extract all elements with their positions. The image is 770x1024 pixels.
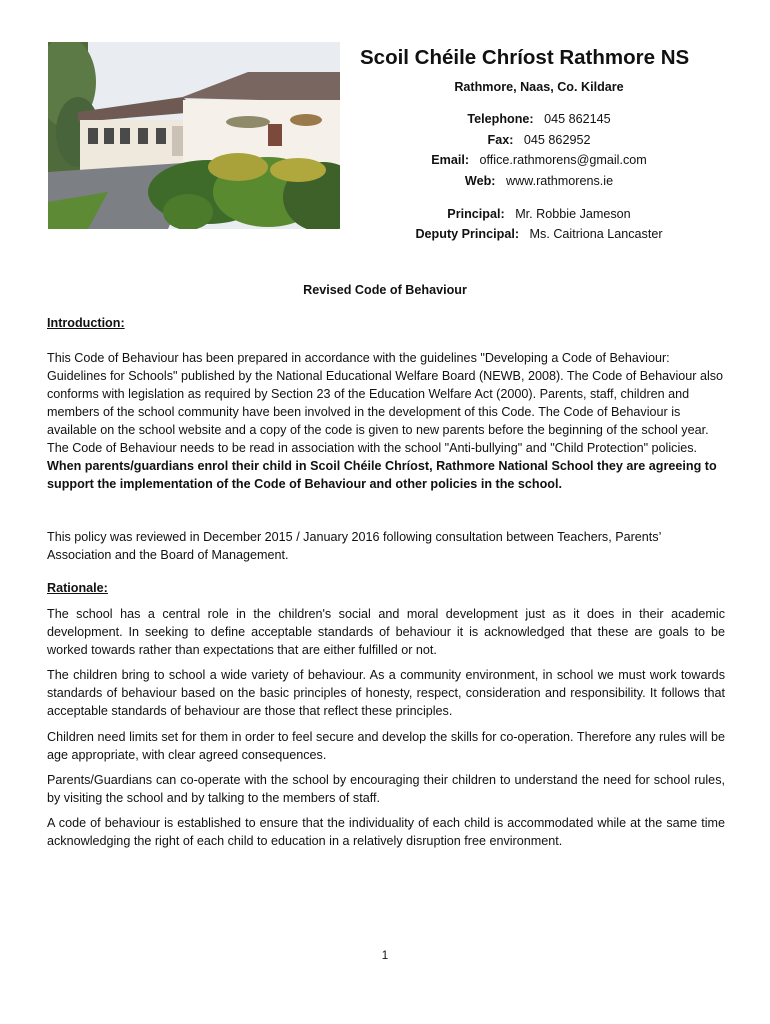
web-label: Web: xyxy=(464,174,496,188)
page-number: 1 xyxy=(381,950,389,962)
introduction-text: This Code of Behaviour has been prepared in accordance with the guidelines "Developing a Code of Behaviour: Guidelines for Schools" published by the National Educational Welfare Board (NEWB, 2008). The Code of Behaviour also conforms with legislation as required by Section 23 of the Education Welfare Act (2000). Parents, staff, children and members of the school community have been involved in the development of this Code. The Code of Behaviour is available on the school website and a copy of the code is given to new parents before the beginning of the school year. The Code of Behaviour needs to be read in association with the school "Anti-bullying" and "Child Protection" policies. xyxy=(47,351,724,455)
school-address: Rathmore, Naas, Co. Kildare xyxy=(454,80,624,94)
principal-value: Mr. Robbie Jameson xyxy=(515,207,631,221)
rationale-paragraph-1: The school has a central role in the children's social and moral development just as it does in their academic development. In seeking to define acceptable standards of behaviour it is acknowledged that these are goals to be worked towards rather than expectations that are either fulfilled or not. xyxy=(47,607,725,657)
deputy-principal-label: Deputy Principal: xyxy=(415,227,520,241)
rationale-paragraph-4: Parents/Guardians can co-operate with the school by encouraging their children to understand the need for school rules, by visiting the school and by talking to the members of staff. xyxy=(47,773,725,805)
fax-value: 045 862952 xyxy=(523,133,591,147)
telephone-value: 045 862145 xyxy=(544,112,611,126)
fax-line xyxy=(360,133,718,147)
telephone-line xyxy=(360,112,718,126)
rationale-paragraph-3: Children need limits set for them in order to feel secure and develop the skills for co-operation. Therefore any rules will be age appropriate, with clear agreed consequences. xyxy=(47,730,725,762)
rationale-paragraph-5: A code of behaviour is established to ensure that the individuality of each child is accommodated while at the same time acknowledging the right of each child to education in a relatively disruption free environment. xyxy=(47,816,725,848)
review-paragraph: This policy was reviewed in December 2015 / January 2016 following consultation between Teachers, Parents’ Association and the Board of Management. xyxy=(47,530,661,562)
principal-label: Principal: xyxy=(447,207,505,221)
introduction-heading: Introduction: xyxy=(47,316,125,330)
web-line xyxy=(360,174,718,188)
introduction-bold-text: When parents/guardians enrol their child in Scoil Chéile Chríost, Rathmore National School they are agreeing to support the implementation of the Code of Behaviour and other policies in the school. xyxy=(47,459,717,491)
deputy-principal-line xyxy=(360,227,718,241)
school-name: Scoil Chéile Chríost Rathmore NS xyxy=(360,46,690,69)
email-value[interactable]: office.rathmorens@gmail.com xyxy=(479,153,647,167)
web-value[interactable]: www.rathmorens.ie xyxy=(505,174,614,188)
rationale-heading: Rationale: xyxy=(47,581,108,595)
school-photo xyxy=(48,42,340,229)
telephone-label: Telephone: xyxy=(467,112,534,126)
email-label: Email: xyxy=(431,153,470,167)
deputy-principal-value: Ms. Caitriona Lancaster xyxy=(529,227,663,241)
rationale-paragraph-2: The children bring to school a wide variety of behaviour. As a community environment, in school we must work towards standards of behaviour based on the basic principles of honesty, respect, consideration and responsibility. It follows that acceptable standards of behaviour are those that reflect these principles. xyxy=(47,668,725,718)
introduction-paragraph xyxy=(47,349,725,493)
fax-label: Fax: xyxy=(487,133,514,147)
email-line xyxy=(360,153,718,167)
principal-line xyxy=(360,207,718,221)
document-title: Revised Code of Behaviour xyxy=(303,283,467,297)
